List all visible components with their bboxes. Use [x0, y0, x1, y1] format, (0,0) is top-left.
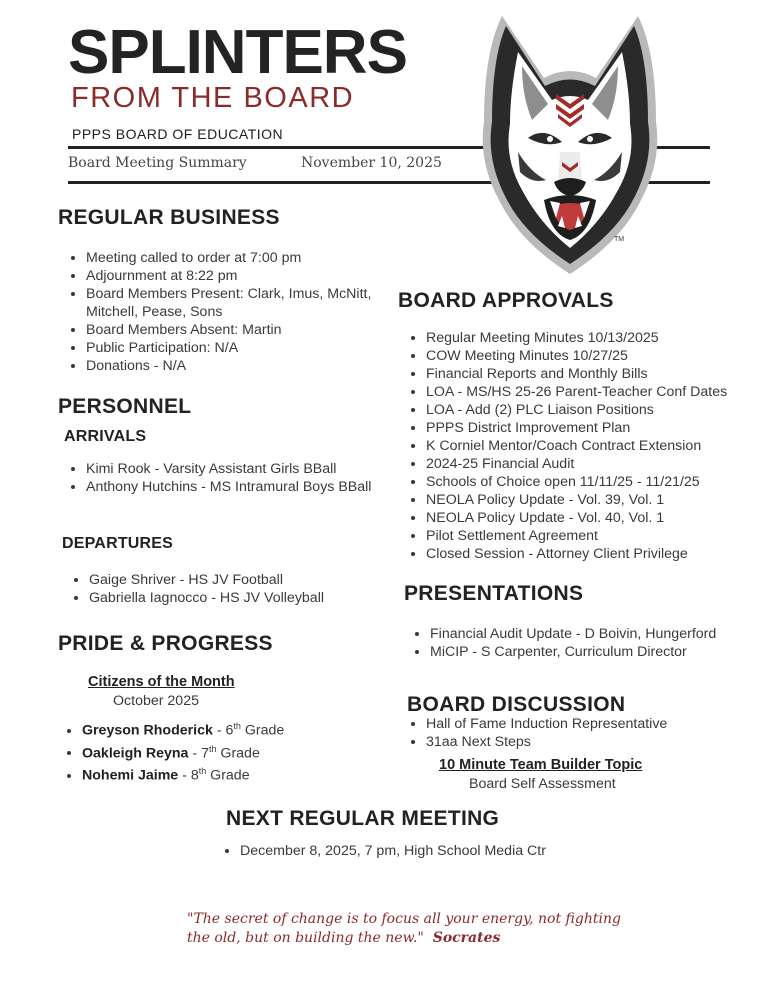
regular-business-list [58, 249, 416, 375]
regular-business-heading: REGULAR BUSINESS [58, 206, 280, 229]
discussion-list [398, 715, 766, 751]
list-item: • Financial Audit Update - D Boivin, Hungerford [430, 625, 778, 643]
list-item: • Regular Meeting Minutes 10/13/2025 [426, 329, 778, 347]
list-item: • K Corniel Mentor/Coach Contract Extension [426, 437, 778, 455]
wolf-logo [470, 12, 670, 277]
newsletter-title: SPLINTERS [68, 18, 407, 87]
list-item: • Kimi Rook - Varsity Assistant Girls BBall [86, 460, 426, 478]
departures-heading: DEPARTURES [62, 535, 174, 552]
team-builder-heading: 10 Minute Team Builder Topic [439, 757, 643, 773]
summary-label: Board Meeting Summary [68, 155, 247, 171]
list-item [82, 740, 402, 763]
board-approvals-heading: BOARD APPROVALS [398, 289, 614, 312]
departures-list [61, 571, 409, 607]
trademark-mark: TM [614, 236, 625, 243]
pride-progress-heading: PRIDE & PROGRESS [58, 632, 273, 655]
list-item: • Gabriella Iagnocco - HS JV Volleyball [89, 589, 409, 607]
list-item: • Gaige Shriver - HS JV Football [89, 571, 409, 589]
grade-suffix: th [233, 721, 241, 731]
list-item: • December 8, 2025, 7 pm, High School Media Ctr [240, 842, 640, 860]
newsletter-subtitle: FROM THE BOARD [71, 82, 355, 114]
list-item: • NEOLA Policy Update - Vol. 39, Vol. 1 [426, 491, 778, 509]
presentations-heading: PRESENTATIONS [404, 582, 584, 605]
separator: - [188, 745, 202, 762]
citizens-list [54, 717, 402, 785]
student-name: Nohemi Jaime [82, 768, 179, 785]
grade-number: 8 [190, 768, 199, 785]
list-item: • COW Meeting Minutes 10/27/25 [426, 347, 778, 365]
grade-number: 6 [225, 722, 234, 739]
presentations-list [402, 625, 778, 661]
list-item: • PPPS District Improvement Plan [426, 419, 778, 437]
personnel-heading: PERSONNEL [58, 395, 192, 418]
quote-text: "The secret of change is to focus all your energy, not fighting the old, but on building the new." [187, 911, 621, 946]
list-item [82, 717, 402, 740]
list-item: • MiCIP - S Carpenter, Curriculum Director [430, 643, 778, 661]
approvals-list [398, 329, 778, 563]
list-item: • Schools of Choice open 11/11/25 - 11/21/25 [426, 473, 778, 491]
org-name: PPPS BOARD OF EDUCATION [72, 126, 284, 142]
meeting-date: November 10, 2025 [301, 155, 442, 171]
list-item: • LOA - MS/HS 25-26 Parent-Teacher Conf Dates [426, 383, 778, 401]
grade-suffix: th [208, 743, 217, 754]
student-name: Oakleigh Reyna [82, 745, 189, 762]
list-item: • LOA - Add (2) PLC Liaison Positions [426, 401, 778, 419]
quote [187, 910, 637, 948]
list-item: • Board Members Absent: Martin [86, 321, 416, 339]
list-item: • Pilot Settlement Agreement [426, 527, 778, 545]
separator: - [178, 768, 191, 785]
list-item: • Meeting called to order at 7:00 pm [86, 249, 416, 267]
list-item: • 2024-25 Financial Audit [426, 455, 778, 473]
list-item: • Financial Reports and Monthly Bills [426, 365, 778, 383]
next-meeting-list [212, 842, 640, 860]
list-item: • Anthony Hutchins - MS Intramural Boys BBall [86, 478, 426, 496]
citizens-heading: Citizens of the Month [88, 674, 235, 690]
list-item: • Public Participation: N/A [86, 339, 416, 357]
grade-suffix: th [198, 766, 207, 777]
list-item: • Donations - N/A [86, 357, 416, 375]
arrivals-heading: ARRIVALS [64, 428, 147, 445]
grade-number: 7 [201, 745, 209, 762]
next-meeting-heading: NEXT REGULAR MEETING [226, 807, 500, 830]
list-item [82, 762, 402, 785]
citizens-month: October 2025 [113, 693, 199, 709]
list-item: • Adjournment at 8:22 pm [86, 267, 416, 285]
list-item: • Board Members Present: Clark, Imus, McNitt, Mitchell, Pease, Sons [86, 285, 416, 321]
wolf-icon [470, 12, 670, 277]
list-item: • Hall of Fame Induction Representative [426, 715, 766, 733]
grade-label: Grade [216, 745, 260, 762]
list-item: • NEOLA Policy Update - Vol. 40, Vol. 1 [426, 509, 778, 527]
board-discussion-heading: BOARD DISCUSSION [407, 693, 626, 716]
student-name: Greyson Rhoderick [82, 722, 213, 739]
list-item: • Closed Session - Attorney Client Privilege [426, 545, 778, 563]
quote-author: Socrates [432, 930, 501, 946]
arrivals-list [58, 460, 426, 496]
grade-label: Grade [206, 768, 250, 785]
grade-label: Grade [240, 722, 285, 739]
list-item: • 31aa Next Steps [426, 733, 766, 751]
separator: - [212, 722, 226, 739]
team-builder-topic: Board Self Assessment [469, 776, 616, 792]
